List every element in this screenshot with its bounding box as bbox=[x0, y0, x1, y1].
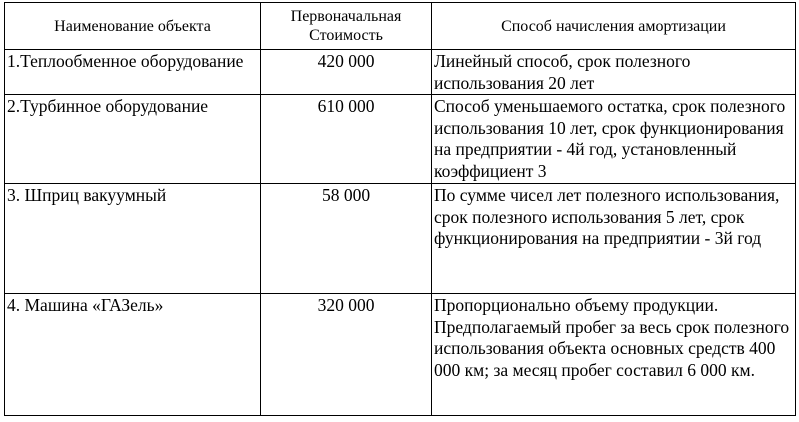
cell-depreciation-method: Способ уменьшаемого остатка, срок полезного использования 10 лет, срок функционирования на предприятии - 4й год, установленный коэффициент 3 bbox=[432, 95, 796, 184]
table-row bbox=[5, 294, 796, 416]
cell-object-name: 3. Шприц вакуумный bbox=[5, 184, 261, 294]
cell-depreciation-method: Линейный способ, срок полезного использования 20 лет bbox=[432, 50, 796, 95]
header-initial-cost-line1: Первоначальная bbox=[290, 8, 402, 25]
cell-depreciation-method: Пропорционально объему продукции. Предполагаемый пробег за весь срок полезного использования объекта основных средств 400 000 км; за месяц пробег составил 6 000 км. bbox=[432, 294, 796, 416]
cell-initial-cost: 610 000 bbox=[261, 95, 432, 184]
depreciation-table bbox=[4, 2, 796, 416]
table-row bbox=[5, 184, 796, 294]
cell-object-name: 1.Теплообменное оборудование bbox=[5, 50, 261, 95]
table-header-row bbox=[5, 3, 796, 50]
header-initial-cost bbox=[261, 3, 432, 50]
table-row bbox=[5, 95, 796, 184]
cell-initial-cost: 420 000 bbox=[261, 50, 432, 95]
header-initial-cost-line2: Стоимость bbox=[309, 27, 383, 44]
header-depreciation-method: Способ начисления амортизации bbox=[432, 3, 796, 50]
cell-initial-cost: 320 000 bbox=[261, 294, 432, 416]
cell-depreciation-method: По сумме чисел лет полезного использования, срок полезного использования 5 лет, срок функционирования на предприятии - 3й год bbox=[432, 184, 796, 294]
cell-initial-cost: 58 000 bbox=[261, 184, 432, 294]
table-row bbox=[5, 50, 796, 95]
cell-object-name: 4. Машина «ГАЗель» bbox=[5, 294, 261, 416]
cell-object-name: 2.Турбинное оборудование bbox=[5, 95, 261, 184]
header-object-name: Наименование объекта bbox=[5, 3, 261, 50]
